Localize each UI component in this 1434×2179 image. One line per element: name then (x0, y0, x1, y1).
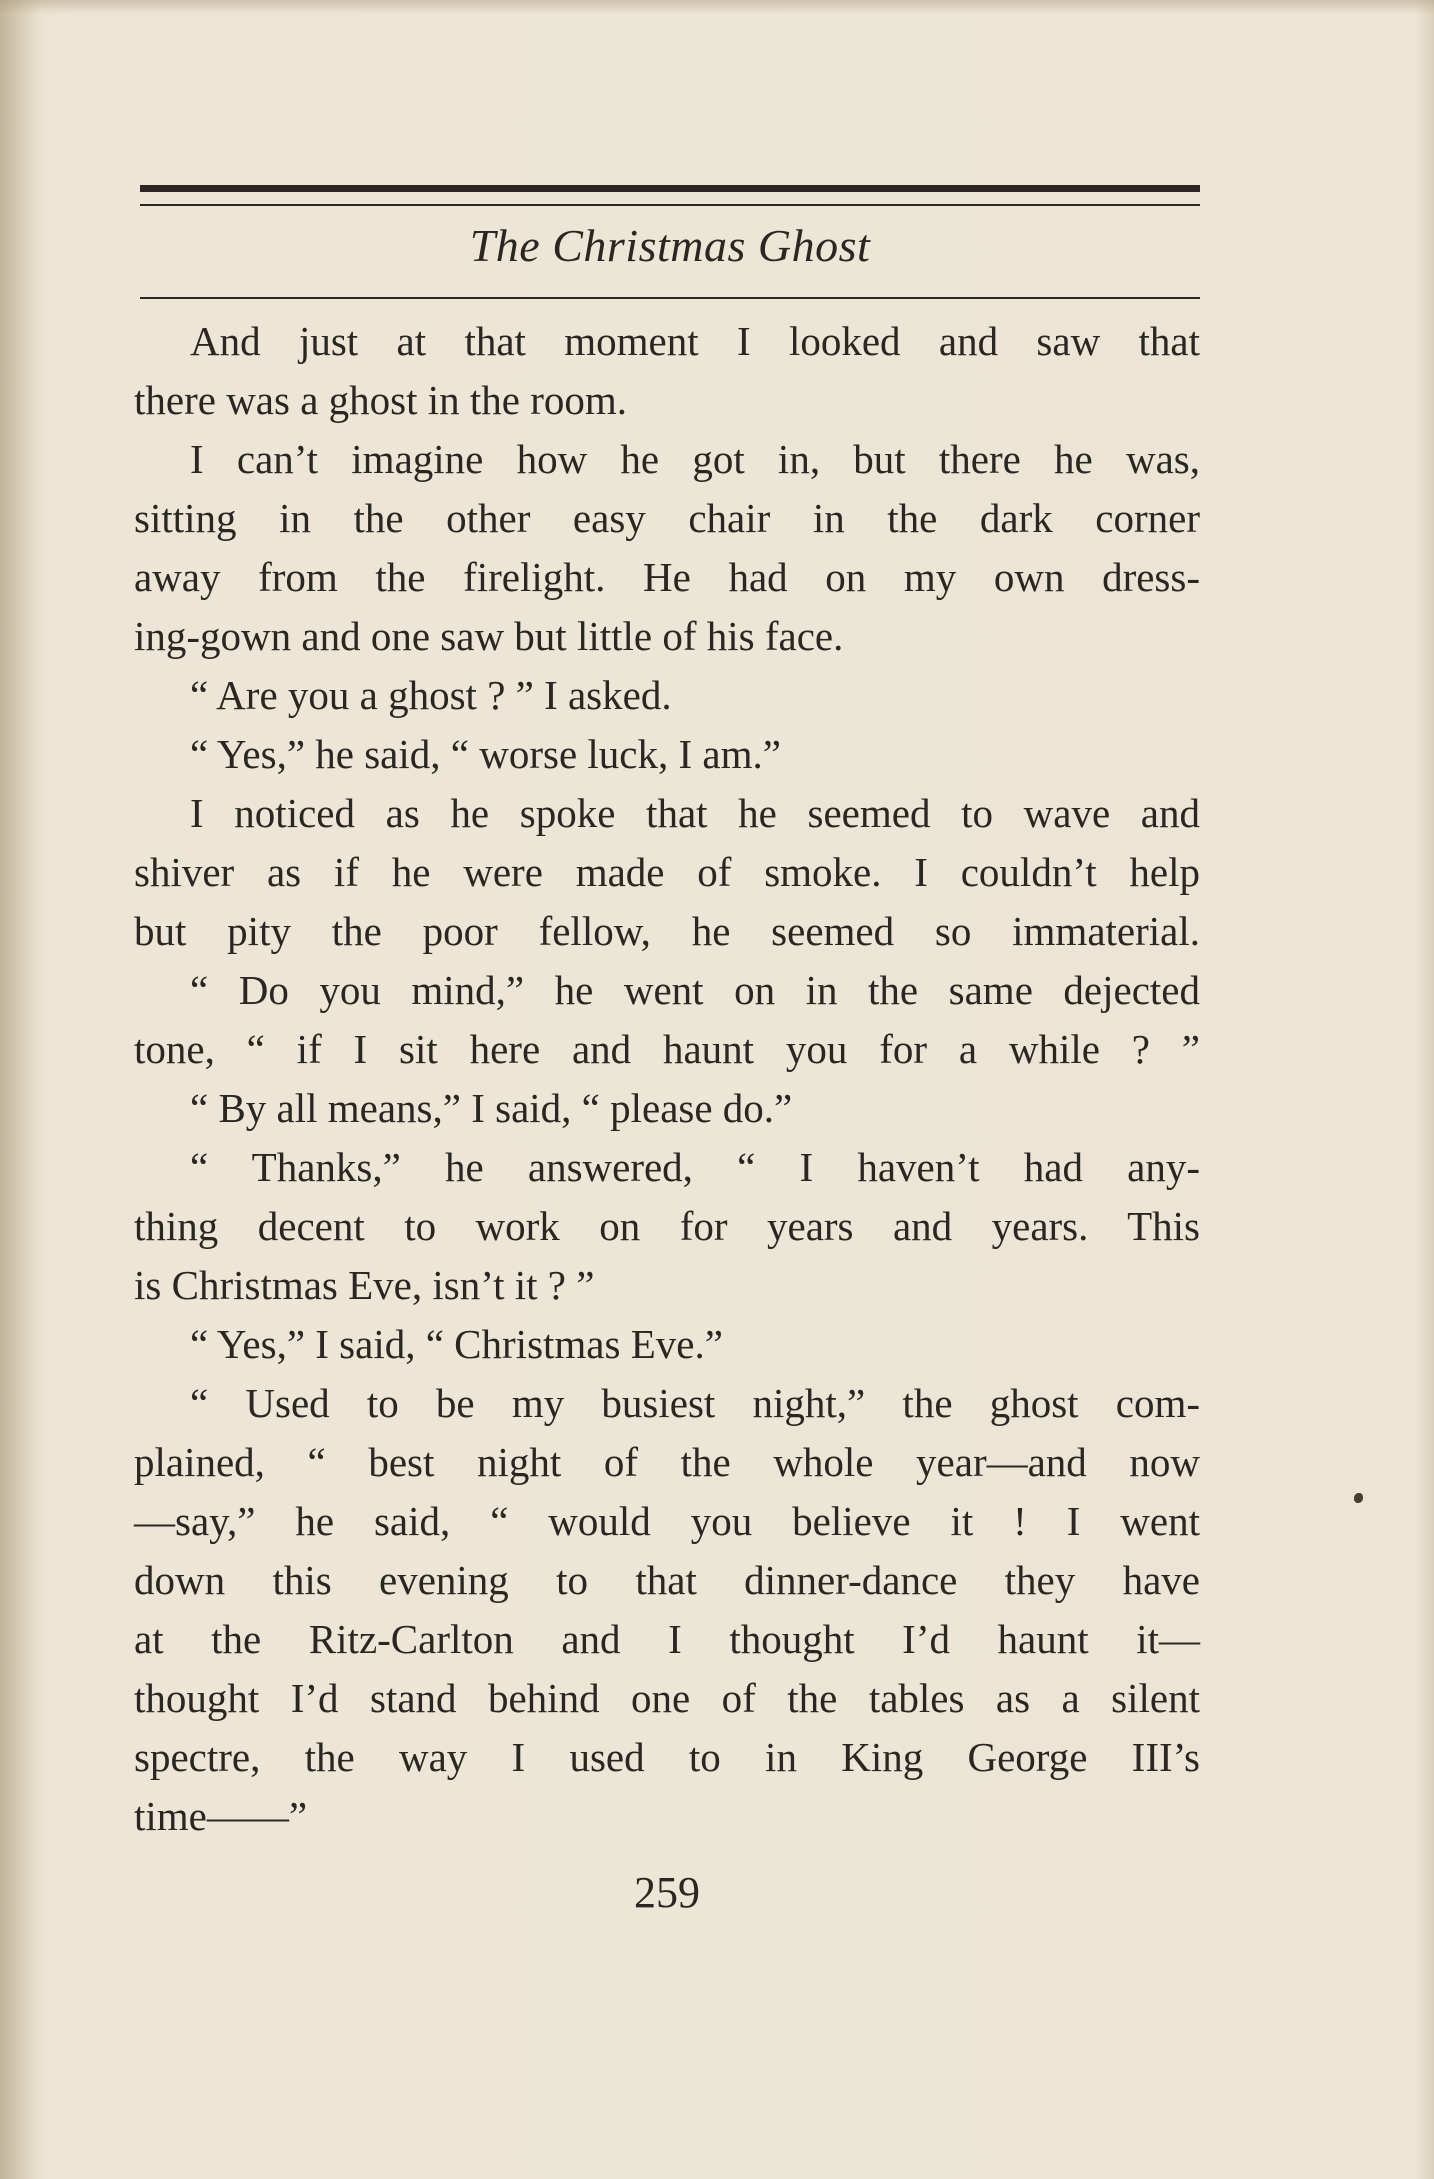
text-line: plained, “ best night of the whole year—and now (134, 1439, 1200, 1485)
text-line: “ Yes,” he said, “ worse luck, I am.” (190, 731, 781, 777)
text-line: —say,” he said, “ would you believe it ! I went (134, 1498, 1200, 1544)
body-text (134, 312, 1200, 1846)
text-line: “ By all means,” I said, “ please do.” (190, 1085, 793, 1131)
text-line: there was a ghost in the room. (134, 377, 628, 423)
text-line: spectre, the way I used to in King George III’s (134, 1734, 1200, 1780)
text-line: away from the firelight. He had on my own dress- (134, 554, 1200, 600)
text-line: I can’t imagine how he got in, but there he was, (190, 436, 1200, 482)
header-rule-thick (140, 185, 1200, 192)
top-edge-shadow (0, 0, 1434, 14)
header-rule-bottom (140, 297, 1200, 299)
text-line: thing decent to work on for years and years. This (134, 1203, 1200, 1249)
text-line: I noticed as he spoke that he seemed to wave and (190, 790, 1200, 836)
text-line: thought I’d stand behind one of the tables as a silent (134, 1675, 1200, 1721)
page-number: 259 (634, 1868, 700, 1917)
text-line: time——” (134, 1793, 308, 1839)
text-line: down this evening to that dinner-dance they have (134, 1557, 1200, 1603)
gutter-shadow (0, 0, 40, 2179)
text-line: “ Thanks,” he answered, “ I haven’t had any- (190, 1144, 1200, 1190)
text-line: tone, “ if I sit here and haunt you for a while ? ” (134, 1026, 1200, 1072)
running-head-title: The Christmas Ghost (469, 220, 871, 271)
header-rule-thin (140, 204, 1200, 206)
text-line: but pity the poor fellow, he seemed so immaterial. (134, 908, 1200, 954)
text-line: “ Yes,” I said, “ Christmas Eve.” (190, 1321, 723, 1367)
text-line: “ Do you mind,” he went on in the same dejected (190, 967, 1200, 1013)
right-edge-shadow (1416, 0, 1434, 2179)
ink-speck (1354, 1493, 1363, 1503)
text-line: shiver as if he were made of smoke. I couldn’t help (134, 849, 1200, 895)
text-line: at the Ritz-Carlton and I thought I’d haunt it— (134, 1616, 1200, 1662)
text-line: “ Are you a ghost ? ” I asked. (190, 672, 672, 718)
text-line: ing-gown and one saw but little of his face. (134, 613, 844, 659)
text-line: And just at that moment I looked and saw that (190, 318, 1200, 364)
text-line: “ Used to be my busiest night,” the ghost com- (190, 1380, 1200, 1426)
text-line: sitting in the other easy chair in the dark corner (134, 495, 1200, 541)
text-line: is Christmas Eve, isn’t it ? ” (134, 1262, 595, 1308)
